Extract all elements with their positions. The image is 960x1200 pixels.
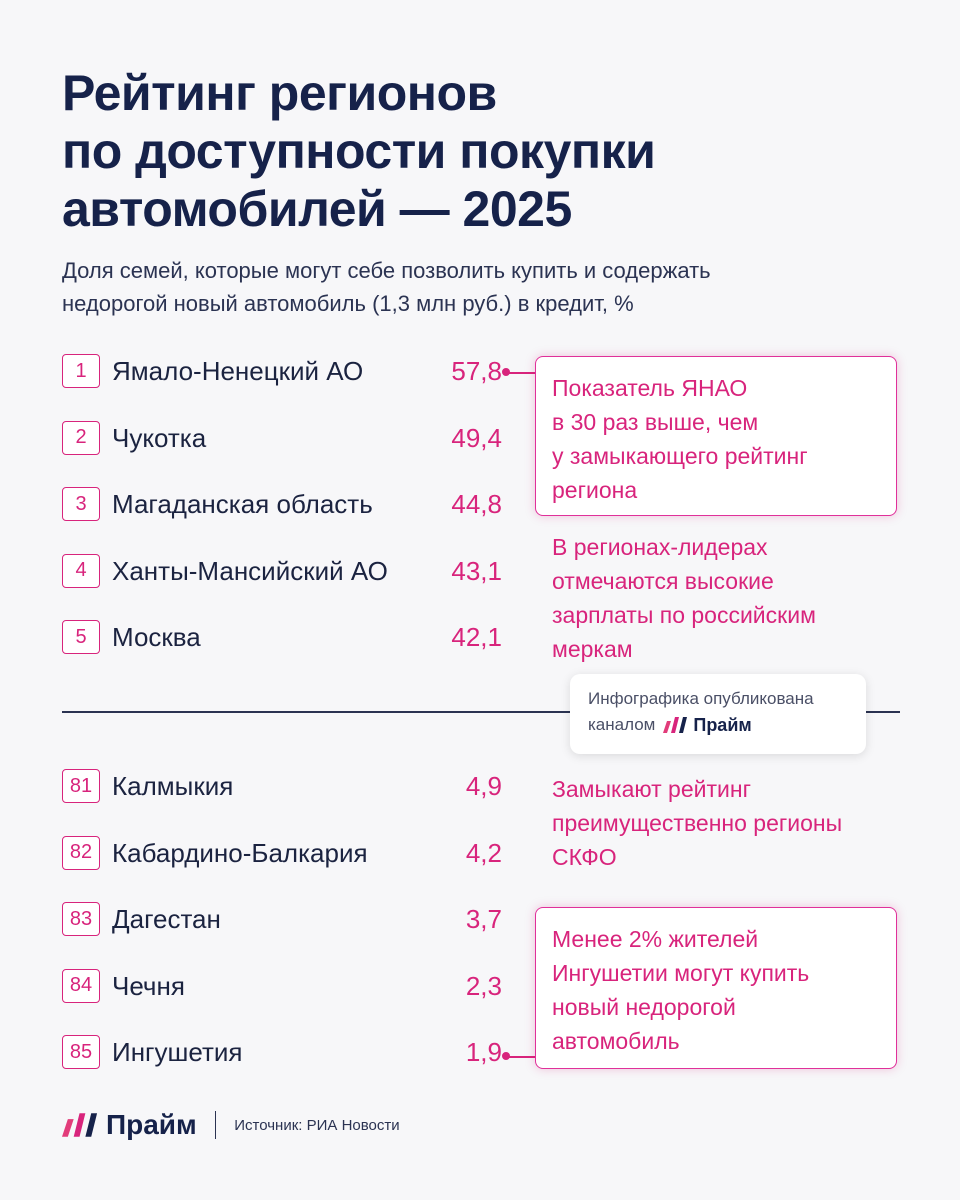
rank-badge: 2 bbox=[62, 421, 100, 455]
rank-badge: 83 bbox=[62, 902, 100, 936]
region-value: 4,9 bbox=[465, 771, 502, 801]
region-value: 43,1 bbox=[451, 555, 502, 586]
footer-source: Источник: РИА Новости bbox=[234, 1116, 400, 1134]
callout-bottom-line-2: Ингушетии могут купить bbox=[552, 960, 810, 986]
note-skfo-line-1: Замыкают рейтинг bbox=[552, 776, 751, 802]
connector-dot-top bbox=[502, 368, 510, 376]
publication-badge bbox=[570, 674, 866, 754]
region-value: 44,8 bbox=[451, 489, 502, 519]
ranking-row bbox=[62, 419, 502, 459]
badge-line-2: каналом bbox=[588, 715, 656, 734]
ranking-row bbox=[62, 618, 502, 658]
callout-top-line-2: в 30 раз выше, чем bbox=[552, 409, 759, 435]
subtitle-line-2: недорогой новый автомобиль (1,3 млн руб.) в кредит, % bbox=[62, 291, 634, 316]
region-name: Чукотка bbox=[112, 422, 207, 453]
badge-line-1: Инфографика опубликована bbox=[588, 689, 814, 708]
region-value: 4,2 bbox=[465, 837, 502, 868]
callout-top-box bbox=[535, 356, 897, 516]
prime-logo-icon bbox=[62, 1113, 100, 1137]
ranking-row bbox=[62, 834, 502, 874]
connector-dot-bottom bbox=[502, 1052, 510, 1060]
ranking-row bbox=[62, 1033, 502, 1073]
title-line-2: по доступности покупки bbox=[62, 123, 656, 179]
prime-logo-icon bbox=[663, 717, 689, 733]
callout-bottom-box bbox=[535, 907, 897, 1069]
subtitle-line-1: Доля семей, которые могут себе позволить купить и содержать bbox=[62, 258, 711, 283]
subtitle bbox=[62, 254, 922, 320]
region-name: Ямало-Ненецкий АО bbox=[112, 356, 364, 386]
rank-badge: 82 bbox=[62, 836, 100, 870]
region-name: Магаданская область bbox=[112, 489, 373, 519]
rank-badge: 1 bbox=[62, 354, 100, 388]
callout-bottom-line-1: Менее 2% жителей bbox=[552, 926, 759, 952]
rank-badge: 3 bbox=[62, 487, 100, 521]
rank-badge: 4 bbox=[62, 554, 100, 588]
connector-line-top bbox=[506, 372, 536, 374]
region-name: Ингушетия bbox=[112, 1037, 243, 1067]
page-title bbox=[62, 64, 922, 238]
note-leaders-line-1: В регионах-лидерах bbox=[552, 534, 768, 560]
region-value: 57,8 bbox=[451, 356, 502, 386]
title-line-1: Рейтинг регионов bbox=[62, 65, 497, 121]
rank-badge: 85 bbox=[62, 1035, 100, 1069]
callout-top-line-3: у замыкающего рейтинг bbox=[552, 443, 808, 469]
region-value: 1,9 bbox=[465, 1037, 502, 1067]
region-name: Кабардино-Балкария bbox=[112, 837, 368, 868]
callout-top-line-4: региона bbox=[552, 477, 638, 503]
region-name: Чечня bbox=[112, 970, 185, 1001]
region-value: 3,7 bbox=[465, 904, 502, 934]
note-leaders-line-4: меркам bbox=[552, 636, 633, 662]
ranking-row bbox=[62, 552, 502, 592]
connector-line-bottom bbox=[506, 1056, 536, 1058]
region-name: Москва bbox=[112, 622, 201, 652]
note-skfo bbox=[552, 772, 912, 874]
rank-badge: 5 bbox=[62, 620, 100, 654]
footer-separator bbox=[215, 1111, 217, 1139]
ranking-row bbox=[62, 967, 502, 1007]
note-leaders-line-2: отмечаются высокие bbox=[552, 568, 774, 594]
region-name: Ханты-Мансийский АО bbox=[112, 555, 388, 586]
region-name: Калмыкия bbox=[112, 771, 234, 801]
callout-bottom-line-4: автомобиль bbox=[552, 1028, 680, 1054]
ranking-row bbox=[62, 485, 502, 525]
note-leaders bbox=[552, 530, 892, 666]
badge-brand: Прайм bbox=[693, 715, 752, 735]
footer bbox=[62, 1108, 400, 1142]
note-leaders-line-3: зарплаты по российским bbox=[552, 602, 816, 628]
region-value: 2,3 bbox=[465, 970, 502, 1001]
note-skfo-line-3: СКФО bbox=[552, 844, 617, 870]
region-value: 49,4 bbox=[451, 422, 502, 453]
callout-top-line-1: Показатель ЯНАО bbox=[552, 375, 748, 401]
ranking-row bbox=[62, 352, 502, 392]
region-name: Дагестан bbox=[112, 904, 221, 934]
ranking-row bbox=[62, 900, 502, 940]
rank-badge: 81 bbox=[62, 769, 100, 803]
note-skfo-line-2: преимущественно регионы bbox=[552, 810, 843, 836]
callout-bottom-line-3: новый недорогой bbox=[552, 994, 736, 1020]
footer-brand: Прайм bbox=[106, 1109, 197, 1140]
ranking-row bbox=[62, 767, 502, 807]
title-line-3: автомобилей — 2025 bbox=[62, 181, 572, 237]
rank-badge: 84 bbox=[62, 969, 100, 1003]
region-value: 42,1 bbox=[451, 622, 502, 652]
